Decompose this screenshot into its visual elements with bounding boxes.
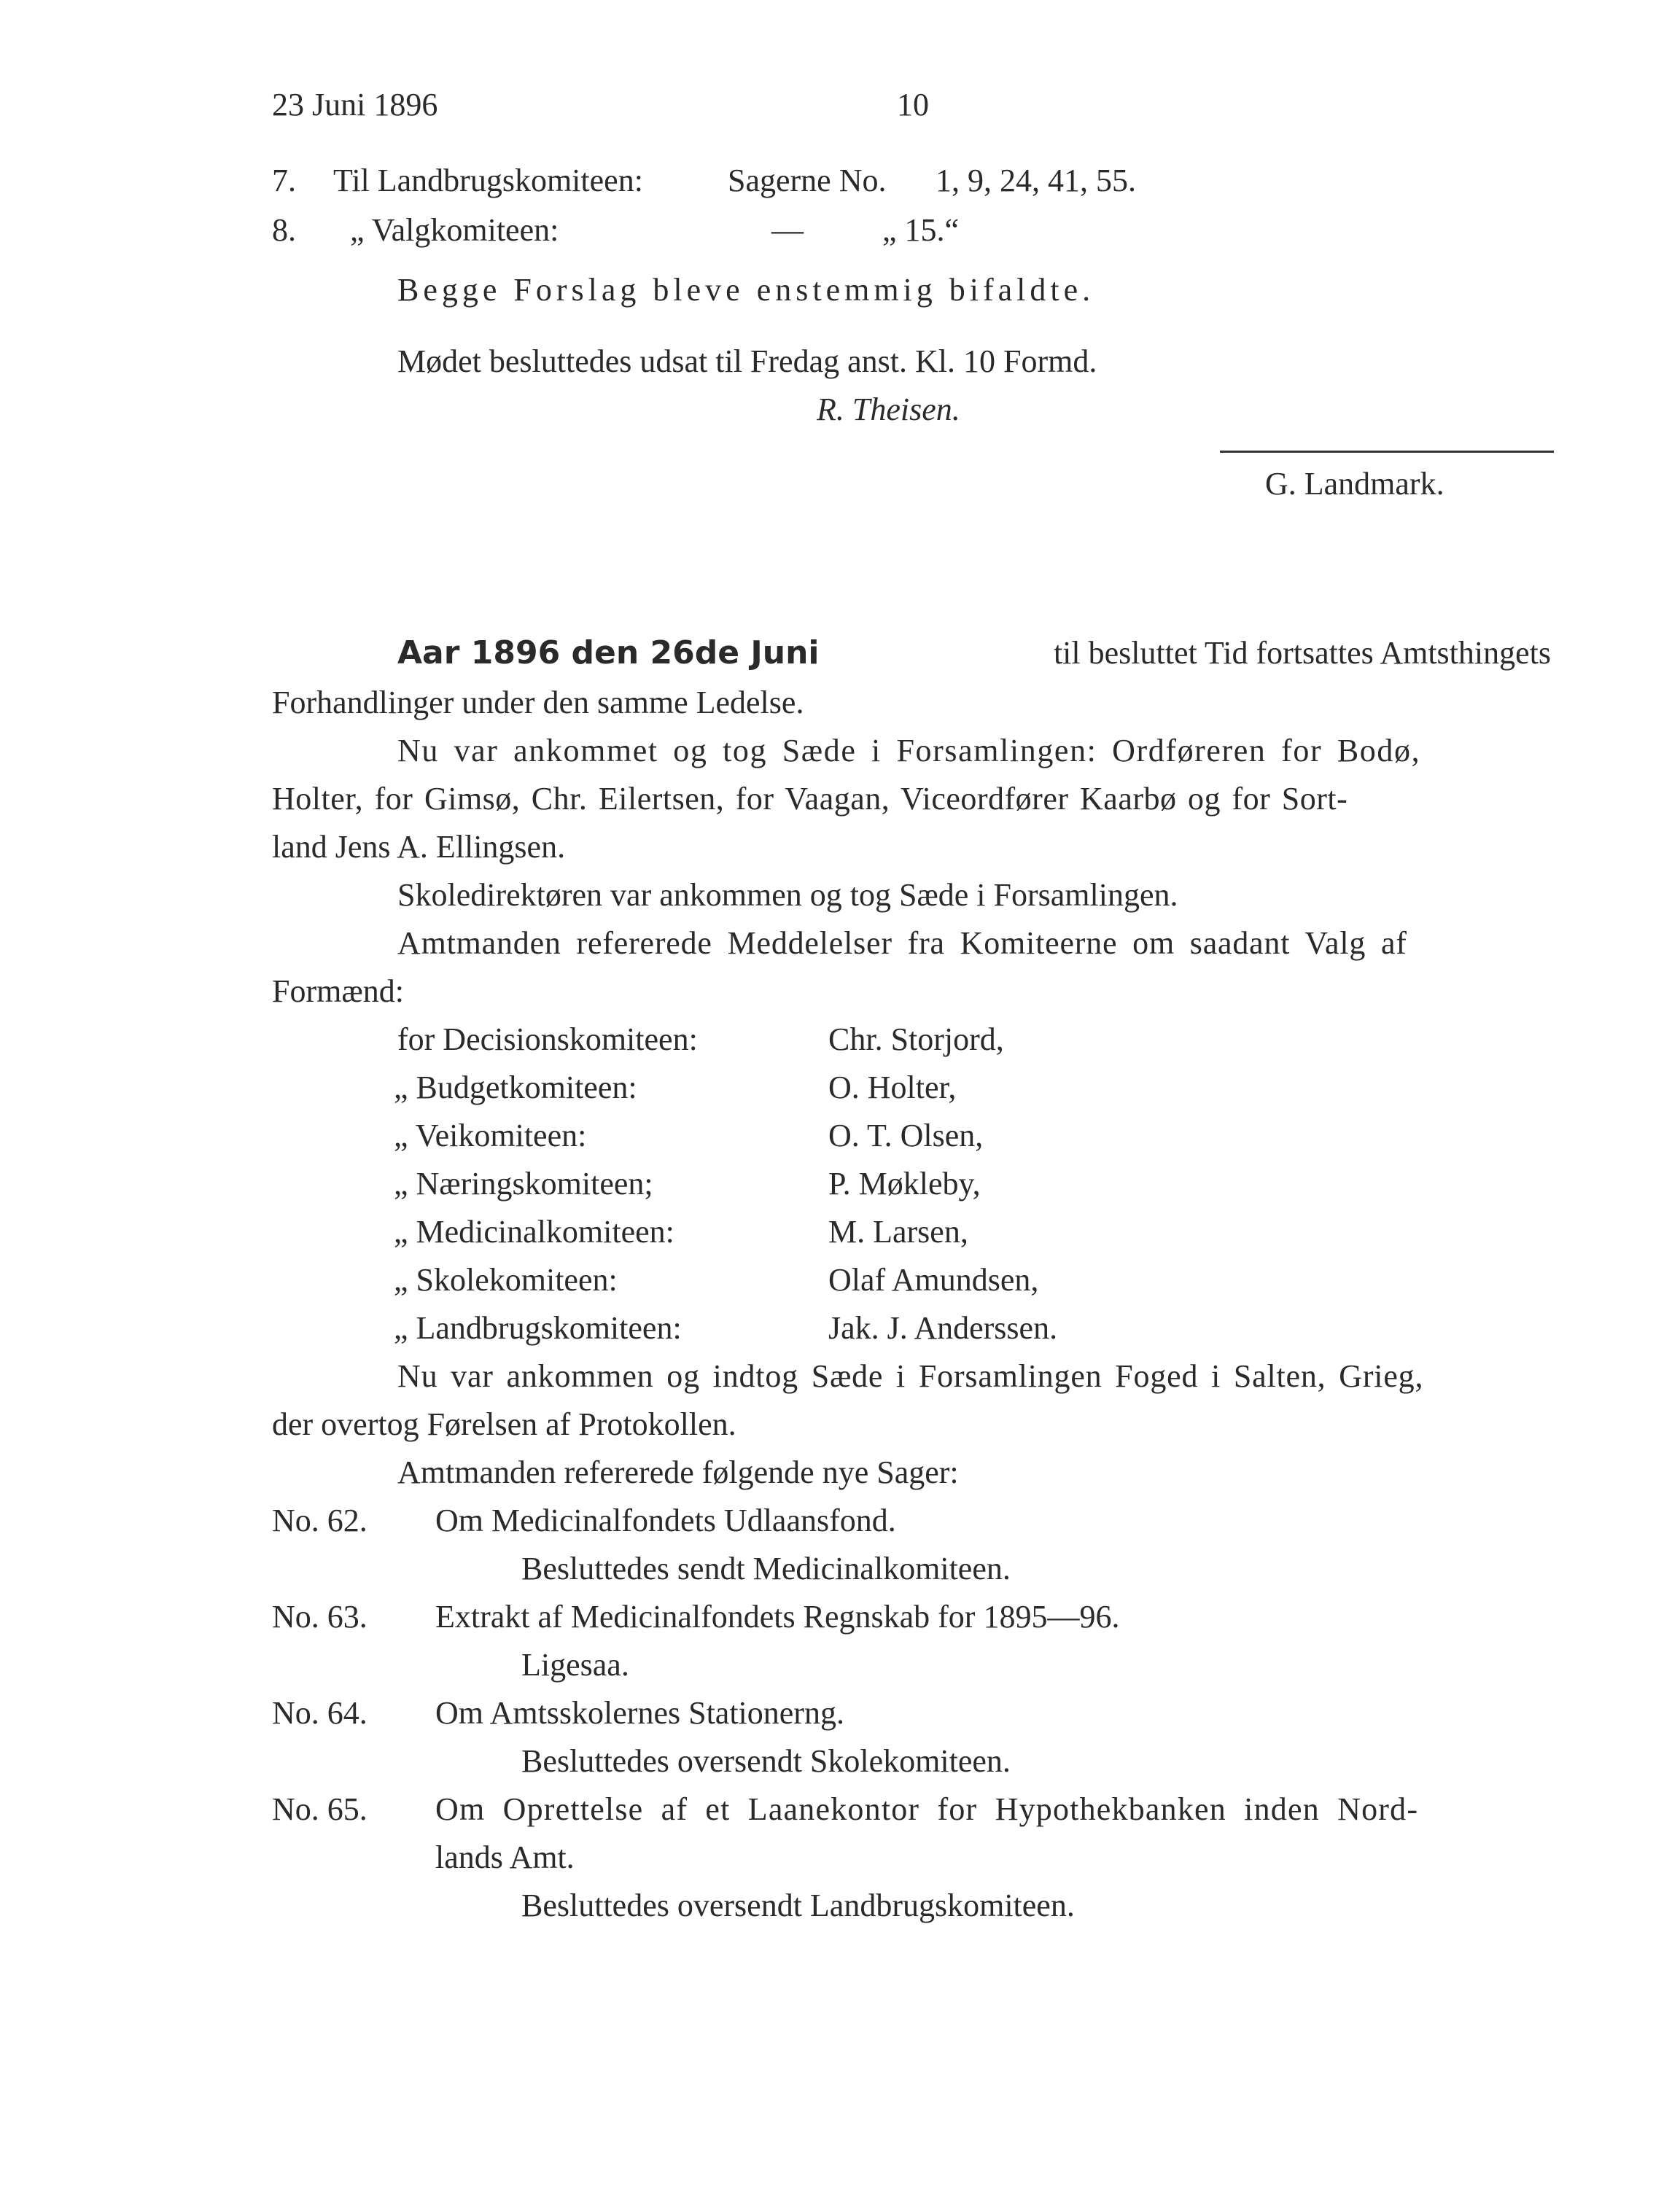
chairman-name: M. Larsen, xyxy=(828,1214,968,1250)
header-date: 23 Juni 1896 xyxy=(272,87,438,122)
chairman-name: Olaf Amundsen, xyxy=(828,1262,1039,1298)
chairman-committee: „ Medicinalkomiteen: xyxy=(394,1214,674,1250)
case-number: No. 65. xyxy=(272,1791,368,1827)
chairman-name: Chr. Storjord, xyxy=(828,1021,1004,1057)
school-director-text: Skoledirektøren var ankommen og tog Sæde i Forsamlingen. xyxy=(397,877,1178,913)
signature-secretary: G. Landmark. xyxy=(1265,466,1444,502)
arrivals-line: land Jens A. Ellingsen. xyxy=(272,829,566,865)
session-heading-rest: til besluttet Tid fortsattes Amtsthingets xyxy=(1053,635,1551,671)
adjournment-text: Mødet besluttedes udsat til Fredag anst. Kl. 10 Formd. xyxy=(397,343,1097,379)
item-number: 8. xyxy=(272,212,296,248)
case-title: Om Oprettelse af et Laanekontor for Hypothekbanken inden Nord- xyxy=(435,1791,1419,1827)
chairman-name: Jak. J. Anderssen. xyxy=(828,1310,1058,1346)
case-number: No. 63. xyxy=(272,1599,368,1635)
item-mid: — xyxy=(771,212,804,248)
item-committee: Til Landbrugskomiteen: xyxy=(333,163,643,198)
foged-text: der overtog Førelsen af Protokollen. xyxy=(272,1406,736,1442)
case-title-continuation: lands Amt. xyxy=(435,1839,575,1875)
arrivals-line: Nu var ankommet og tog Sæde i Forsamlingen: Ordføreren for Bodø, xyxy=(397,733,1421,768)
foged-text: Nu var ankommen og indtog Sæde i Forsamlingen Foged i Salten, Grieg, xyxy=(397,1358,1424,1394)
chairman-committee: „ Skolekomiteen: xyxy=(394,1262,618,1298)
chairmen-intro: Amtmanden refererede Meddelelser fra Komiteerne om saadant Valg af xyxy=(397,925,1407,961)
chairman-committee: „ Veikomiteen: xyxy=(394,1118,587,1153)
case-number: No. 62. xyxy=(272,1503,368,1538)
new-cases-intro: Amtmanden refererede følgende nye Sager: xyxy=(397,1454,959,1490)
item-committee: „ Valgkomiteen: xyxy=(350,212,559,248)
chairman-name: O. T. Olsen, xyxy=(828,1118,984,1153)
item-mid: Sagerne No. xyxy=(728,163,887,198)
case-decision: Besluttedes sendt Medicinalkomiteen. xyxy=(521,1551,1011,1586)
session-heading xyxy=(397,634,1551,672)
signature-rule xyxy=(1220,451,1554,453)
chairman-committee: „ Landbrugskomiteen: xyxy=(394,1310,682,1346)
chairman-name: O. Holter, xyxy=(828,1070,957,1105)
item-cases: 1, 9, 24, 41, 55. xyxy=(936,163,1136,198)
session-heading-bold: Aar 1896 den 26de Juni xyxy=(397,634,820,671)
case-title: Om Medicinalfondets Udlaansfond. xyxy=(435,1503,896,1538)
case-title: Extrakt af Medicinalfondets Regnskab for 1895—96. xyxy=(435,1599,1120,1635)
chairmen-intro: Formænd: xyxy=(272,973,404,1009)
item-number: 7. xyxy=(272,163,296,198)
case-number: No. 64. xyxy=(272,1695,368,1731)
chairman-name: P. Møkleby, xyxy=(828,1166,981,1201)
approval-text: Begge Forslag bleve enstemmig bifaldte. xyxy=(397,272,1095,308)
arrivals-line: Holter, for Gimsø, Chr. Eilertsen, for Vaagan, Viceordfører Kaarbø og for Sort- xyxy=(272,781,1348,817)
case-decision: Besluttedes oversendt Skolekomiteen. xyxy=(521,1743,1011,1779)
item-cases: „ 15.“ xyxy=(882,212,960,248)
case-decision: Besluttedes oversendt Landbrugskomiteen. xyxy=(521,1888,1075,1923)
session-heading-continuation: Forhandlinger under den samme Ledelse. xyxy=(272,685,804,720)
page-number: 10 xyxy=(897,87,929,122)
chairman-committee: for Decisionskomiteen: xyxy=(397,1021,698,1057)
case-title: Om Amtsskolernes Stationerng. xyxy=(435,1695,844,1731)
case-decision: Ligesaa. xyxy=(521,1647,629,1683)
signature-chair: R. Theisen. xyxy=(817,392,960,427)
chairman-committee: „ Næringskomiteen; xyxy=(394,1166,653,1201)
chairman-committee: „ Budgetkomiteen: xyxy=(394,1070,637,1105)
